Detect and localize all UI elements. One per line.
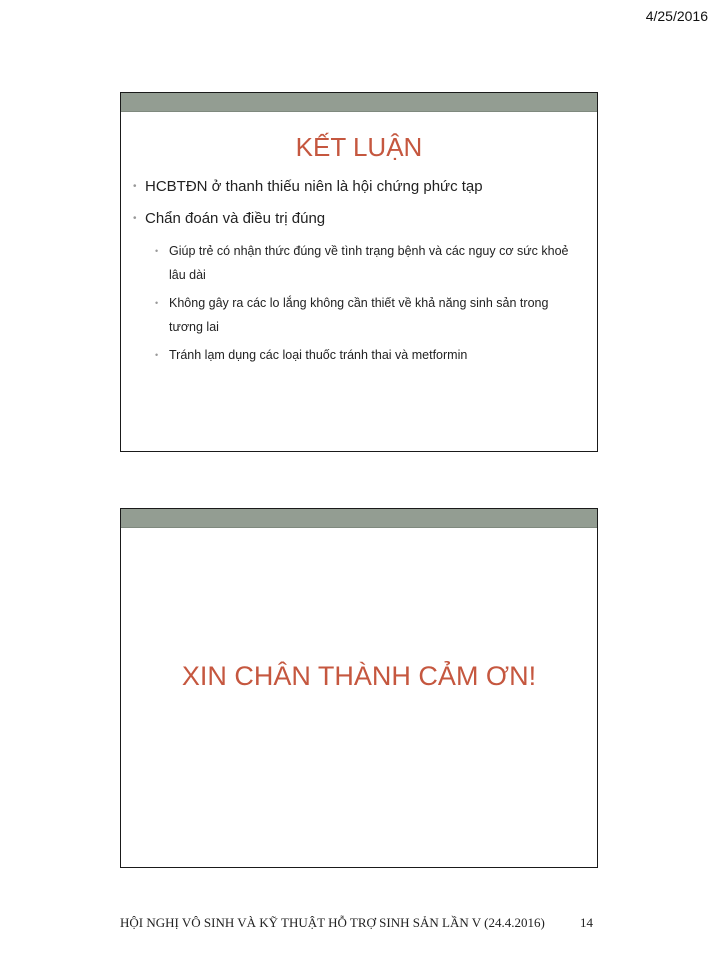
bullet-list xyxy=(121,177,597,367)
sub-bullet-list xyxy=(145,239,585,367)
bullet-text: Chẩn đoán và điều trị đúng xyxy=(145,210,326,227)
slide-header-bar xyxy=(121,509,597,528)
sub-bullet-item: • Không gây ra các lo lắng không cần thiết về khả năng sinh sản trong tương lai xyxy=(155,291,585,339)
bullet-item xyxy=(133,177,585,197)
bullet-text: HCBTĐN ở thanh thiếu niên là hội chứng phức tạp xyxy=(145,178,483,195)
thank-you-text: XIN CHÂN THÀNH CẢM ƠN! xyxy=(181,661,537,691)
slide-conclusion xyxy=(120,92,598,452)
slide-thanks xyxy=(120,508,598,868)
sub-bullet-item: • Tránh lạm dụng các loại thuốc tránh thai và metformin xyxy=(155,343,585,367)
bullet-item xyxy=(133,209,585,367)
slide-header-bar xyxy=(121,93,597,112)
footer-text: HỘI NGHỊ VÔ SINH VÀ KỸ THUẬT HỖ TRỢ SINH SẢN LẦN V (24.4.2016) xyxy=(120,915,545,930)
print-date: 4/25/2016 xyxy=(645,8,708,24)
sub-bullet-item: • Giúp trẻ có nhận thức đúng về tình trạng bệnh và các nguy cơ sức khoẻ lâu dài xyxy=(155,239,585,287)
page-number: 14 xyxy=(580,915,593,930)
slide-title: KẾT LUẬN xyxy=(295,132,423,162)
